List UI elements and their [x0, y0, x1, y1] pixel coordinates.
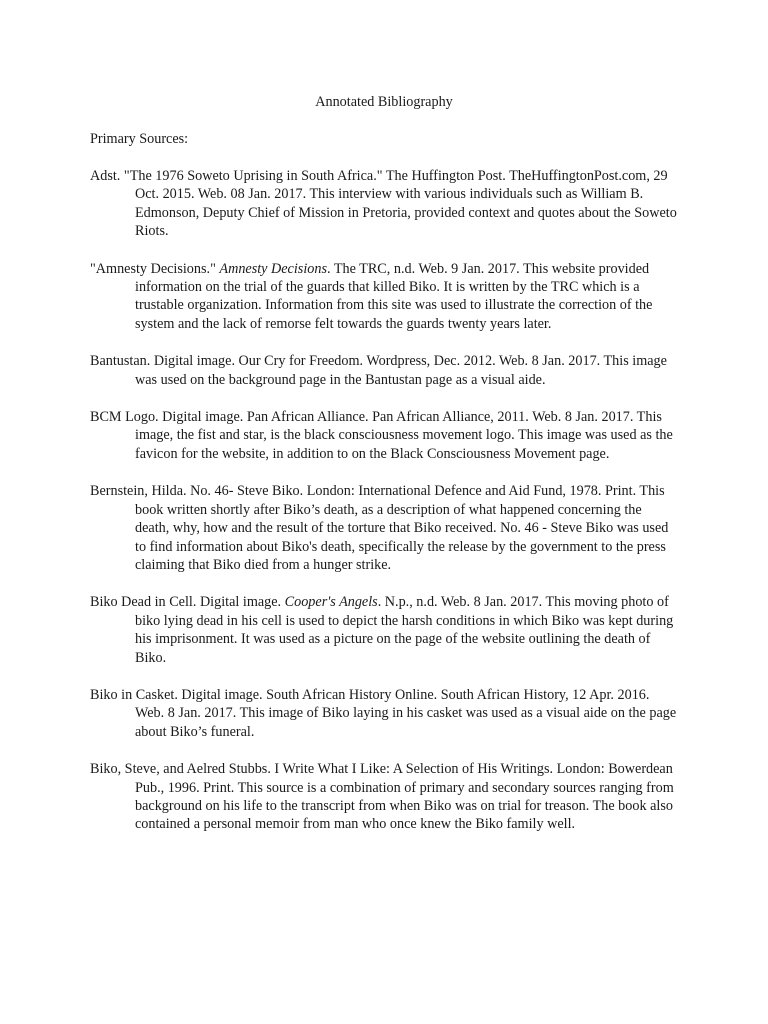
entry-text: "Amnesty Decisions." — [90, 260, 220, 277]
section-heading: Primary Sources: — [90, 131, 189, 147]
entry-italic-title: Cooper's Angels — [284, 594, 378, 611]
bibliography-entry — [90, 167, 678, 241]
entry-text: Bantustan. Digital image. Our Cry for Freedom. Wordpress, Dec. 2012. Web. 8 Jan. 2017. This image was used on the background page in the Bantustan page as a visual aide. — [90, 353, 667, 388]
entry-text: Biko Dead in Cell. Digital image. — [90, 594, 285, 611]
bibliography-entry — [90, 686, 678, 741]
bibliography-entry — [90, 352, 678, 389]
document-title: Annotated Bibliography — [315, 94, 453, 110]
entry-text: Adst. "The 1976 Soweto Uprising in South Africa." The Huffington Post. TheHuffingtonPost.com, 29 Oct. 2015. Web. 08 Jan. 2017. This interview with various individuals such as William B. Edmonson, Deputy Chief of Mission in Pretoria, provided context and quotes about the Soweto Riots. — [90, 168, 677, 240]
bibliography-entry — [90, 260, 678, 334]
entry-italic-title: Amnesty Decisions — [219, 260, 327, 277]
bibliography-entry — [90, 760, 678, 834]
entry-text: Bernstein, Hilda. No. 46- Steve Biko. London: International Defence and Aid Fund, 1978. Print. This book written shortly after Biko’s death, as a description of what happened concerning the death, why, how and the result of the torture that Biko received. No. 46 - Steve Biko was used to find information about Biko's death, specifically the release by the government to the press claiming that Biko died from a hunger strike. — [90, 483, 669, 573]
bibliography-entry — [90, 593, 678, 667]
bibliography-list — [90, 167, 678, 853]
entry-text: BCM Logo. Digital image. Pan African Alliance. Pan African Alliance, 2011. Web. 8 Jan. 2017. This image, the fist and star, is the black consciousness movement logo. This image was used as the favicon for the website, in addition to on the Black Consciousness Movement page. — [90, 409, 673, 462]
entry-text-rest: . The TRC, n.d. Web. 9 Jan. 2017. This website provided information on the trial of the guards that killed Biko. It is written by the TRC which is a trustable organization. Information from this site was used to illustrate the correction of the system and the lack of remorse felt towards the guards twenty years later. — [135, 260, 653, 332]
entry-text: Biko, Steve, and Aelred Stubbs. I Write What I Like: A Selection of His Writings. London: Bowerdean Pub., 1996. Print. This source is a combination of primary and secondary sources ranging from background on his life to the transcript from when Biko was on trial for treason. The book also contained a personal memoir from man who once knew the Biko family well. — [90, 761, 674, 833]
entry-text-rest: . N.p., n.d. Web. 8 Jan. 2017. This moving photo of biko lying dead in his cell is used to depict the harsh conditions in which Biko was kept during his imprisonment. It was used as a picture on the page of the website outlining the death of Biko. — [135, 594, 674, 666]
bibliography-entry — [90, 482, 678, 574]
entry-text: Biko in Casket. Digital image. South African History Online. South African History, 12 Apr. 2016. Web. 8 Jan. 2017. This image of Biko laying in his casket was used as a visual aide on the page about Biko’s funeral. — [90, 686, 677, 740]
bibliography-entry — [90, 408, 678, 463]
